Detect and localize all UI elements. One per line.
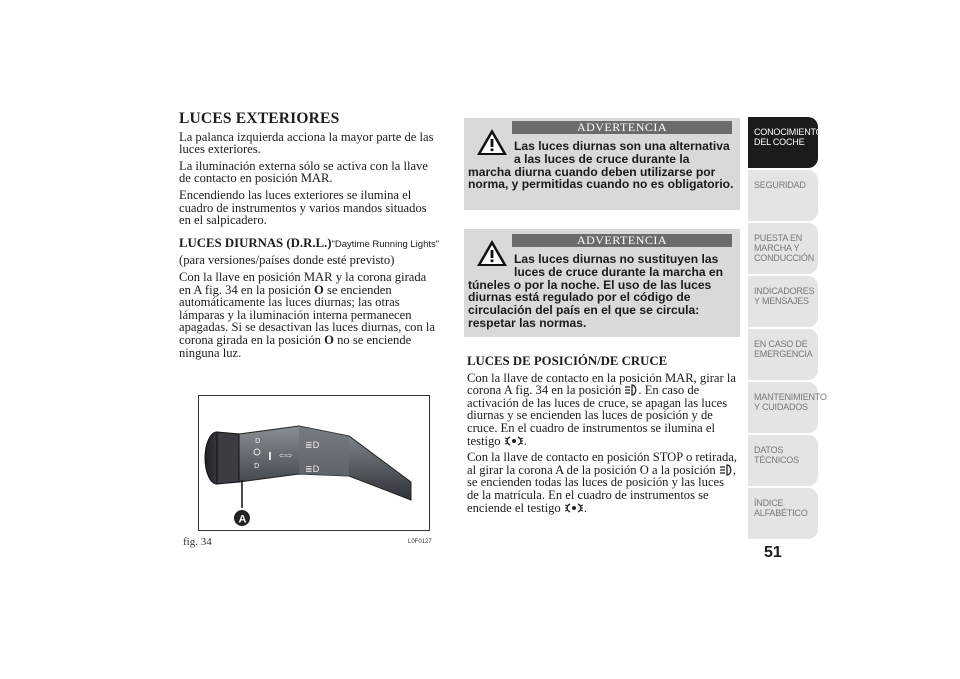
tab-indicadores[interactable]: INDICADORES Y MENSAJES (748, 276, 818, 327)
text: . (523, 433, 527, 448)
low-beam-icon (719, 464, 733, 476)
warning-box-2 (464, 229, 740, 337)
paragraph: Encendiendo las luces exteriores se ilumina el cuadro de instrumentos y varios mandos situados en el salpicadero. (179, 187, 427, 228)
text: . (583, 500, 588, 515)
tab-indice[interactable]: ÍNDICE ALFABÉTICO (748, 488, 818, 539)
subsection-title-drl (179, 237, 441, 252)
figure-code: L0F0127 (408, 539, 432, 545)
section-title-luces-posicion: LUCES DE POSICIÓN/DE CRUCE (467, 354, 668, 368)
figure-label-a: A (238, 513, 247, 526)
warning-header: ADVERTENCIA (512, 121, 732, 134)
paragraph (467, 451, 739, 514)
paragraph (467, 372, 739, 448)
svg-text:D: D (255, 437, 261, 445)
text: Con la llave de contacto en la posición MAR, girar la corona A fig. 34 en la posición (467, 370, 736, 398)
position-o: O (324, 332, 334, 347)
tab-puesta-en-marcha[interactable]: PUESTA EN MARCHA Y CONDUCCIÓN (748, 223, 818, 274)
drl-note: (para versiones/países donde esté previsto) (179, 253, 395, 268)
warning-box-1 (464, 118, 740, 210)
chapter-tabs (748, 117, 827, 541)
drl-title: LUCES DIURNAS (D.R.L.) (179, 235, 332, 250)
warning-text-rest: marcha diurna cuando deben utilizarse por norma, y permitidas cuando no es obligatorio. (468, 164, 734, 192)
page-number: 51 (764, 544, 782, 561)
section-title-luces-exteriores: LUCES EXTERIORES (179, 110, 340, 127)
light-stalk-illustration (199, 396, 429, 530)
figure-caption: fig. 34 (183, 536, 212, 548)
warning-text (468, 253, 736, 330)
drl-title-small: "Daytime Running Lights" (331, 238, 440, 250)
text: . En caso de activación de las luces de cruce, se apagan las luces diurnas y se encienden las luces de posición y de cruce. En el cuadro de instrumentos se ilumina el testigo (467, 383, 728, 448)
paragraph: La palanca izquierda acciona la mayor parte de las luces exteriores. (179, 129, 434, 157)
left-column (179, 110, 441, 363)
drl-paragraph (179, 271, 441, 359)
tab-emergencia[interactable]: EN CASO DE EMERGENCIA (748, 329, 818, 380)
position-o: O (314, 282, 324, 297)
position-lights-icon (504, 435, 524, 447)
svg-text:⇦⇨: ⇦⇨ (279, 451, 293, 460)
svg-text:≣D: ≣D (305, 465, 320, 475)
svg-text:D: D (254, 462, 260, 470)
text: Con la llave de contacto en posición STOP o retirada, al girar la corona A de la posición O a la posición (467, 450, 737, 477)
drl-text-b: se encienden automáticamente las luces diurnas; las otras lámparas y la iluminación interna permanecen apagadas. Si se desactivan las luces diurnas, con la corona girada en la posición (179, 282, 435, 347)
paragraph: La iluminación externa sólo se activa con la llave de contacto en posición MAR. (179, 158, 428, 186)
tab-conocimiento[interactable]: CONOCIMIENTO DEL COCHE (748, 117, 818, 168)
tab-seguridad[interactable]: SEGURIDAD (748, 170, 818, 221)
warning-text (468, 140, 736, 191)
tab-mantenimiento[interactable]: MANTENIMIENTO Y CUIDADOS (748, 382, 818, 433)
drl-text-c: no se enciende ninguna luz. (179, 332, 412, 360)
low-beam-icon (624, 384, 638, 396)
figure-34 (198, 395, 430, 531)
warning-header: ADVERTENCIA (512, 234, 732, 247)
warning-text-first: Las luces diurnas son una alternativa a las luces de cruce durante la (514, 139, 730, 166)
position-lights-icon (564, 502, 584, 514)
drl-text-a: Con la llave en posición MAR y la corona girada en A fig. 34 en la posición (179, 269, 427, 297)
warning-text-rest: túneles o por la noche. El uso de las luces diurnas está regulado por el código de circulación del país en el que se circula: respetar las normas. (468, 277, 712, 330)
svg-text:≣D: ≣D (305, 441, 320, 451)
right-column (467, 355, 739, 518)
tab-datos-tecnicos[interactable]: DATOS TÉCNICOS (748, 435, 818, 486)
text: , se encienden todas las luces de posición y las luces de la matrícula. En el cuadro de instrumentos se enciende el testigo (467, 462, 736, 515)
warning-text-first: Las luces diurnas no sustituyen las luces de cruce durante la marcha en (514, 252, 724, 279)
